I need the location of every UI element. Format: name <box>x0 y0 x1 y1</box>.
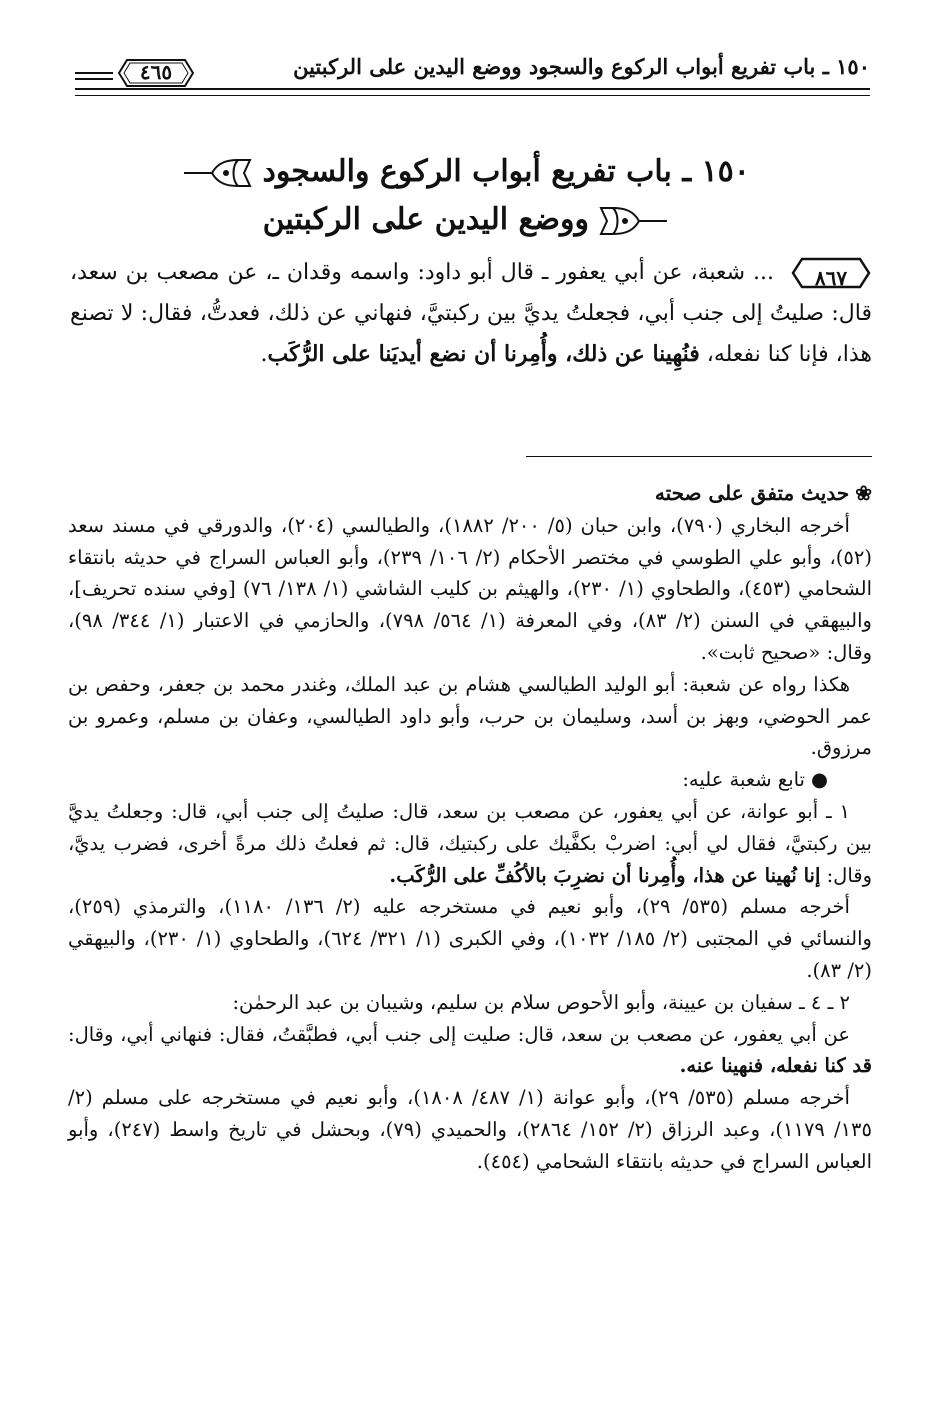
takhrij-notes <box>68 478 872 1178</box>
follow-2-plain: عن أبي يعفور، عن مصعب بن سعد، قال: صليت إلى جنب أبي، فطبَّقتُ، فقال: فنهاني أبي، وقال: <box>68 1022 850 1046</box>
follow-heading-text: تابع شعبة عليه: <box>682 768 805 792</box>
hadith-text-plain: ... شعبة، عن أبي يعفور ـ قال أبو داود: واسمه وقدان ـ، عن مصعب بن سعد، قال: صليتُ إلى جنب أبي، فجعلتُ يديَّ بين ركبتيَّ، فنهاني عن ذلك، فعدتُّ، فقال: لا تصنع هذا، فإنا كنا نفعله، <box>70 260 872 367</box>
takhrij-paragraph-3: أخرجه مسلم (٥٣٥/ ٢٩)، وأبو نعيم في مستخرجه عليه (٢/ ١٣٦/ ١١٨٠)، والترمذي (٢٥٩)، والنسائي في المجتبى (٢/ ١٨٥/ ١٠٣٢)، وفي الكبرى (١/ ٣٢١/ ٦٢٤)، والطحاوي (١/ ٢٣٠)، والبيهقي (٢/ ٨٣). <box>68 895 872 982</box>
hadith-number-badge <box>790 256 872 290</box>
follow-heading <box>68 764 872 796</box>
running-title: ١٥٠ ـ باب تفريع أبواب الركوع والسجود ووضع اليدين على الركبتين <box>293 54 870 79</box>
chapter-title-line2: ووضع اليدين على الركبتين <box>262 202 589 237</box>
running-header <box>75 52 870 96</box>
bullet-icon: ● <box>810 768 828 792</box>
header-dash-ornament <box>75 72 113 80</box>
chapter-heading <box>60 148 872 248</box>
hadith-text-end: . <box>260 342 268 367</box>
page-number-badge <box>117 58 195 88</box>
follow-1-bold: إنا نُهينا عن هذا، وأُمِرنا أن نضرِبَ بالأكُفِّ على الرُّكَب. <box>389 863 821 887</box>
follow-2: ٢ ـ ٤ ـ سفيان بن عيينة، وأبو الأحوص سلام بن سليم، وشيبان بن عبد الرحمٰن: <box>232 990 850 1014</box>
ruling-text: حديث متفق على صحته <box>654 481 850 505</box>
follow-2-text <box>68 1019 872 1083</box>
page-number: ٤٦٥ <box>139 60 173 84</box>
follow-1-plain: ١ ـ أبو عوانة، عن أبي يعفور، عن مصعب بن سعد، قال: صليتُ إلى جنب أبي، قال: وجعلتُ يديَّ بين ركبتيَّ، فقال لي أبي: اضربْ بكفَّيك على ركبتيك، قال: ثم فعلتُ ذلك مرةً أخرى، فضرب يديَّ، وقال: <box>68 799 872 887</box>
ruling-line <box>68 478 872 510</box>
takhrij-paragraph-1: أخرجه البخاري (٧٩٠)، وابن حبان (٥/ ٢٠٠/ ١٨٨٢)، والطيالسي (٢٠٤)، والدورقي في مسند سعد (٥٢)، وأبو علي الطوسي في مختصر الأحكام (٢/ ١٠٦/ ٢٣٩)، وأبو العباس السراج في حديثه بانتقاء الشحامي (٤٥٣)، والطحاوي (١/ ٢٣٠)، والهيثم بن كليب الشاشي (١/ ١٣٨/ ٧٦) [وفي سنده تحريف]، والبيهقي في السنن (٢/ ٨٣)، وفي المعرفة (١/ ٥٦٤/ ٧٩٨)، والحازمي في الاعتبار (١/ ٣٤٤/ ٩٨)، وقال: «صحيح ثابت». <box>68 513 873 664</box>
hadith-number: ٨٦٧ <box>814 266 848 290</box>
takhrij-paragraph-2: هكذا رواه عن شعبة: أبو الوليد الطيالسي هشام بن عبد الملك، وغندر محمد بن جعفر، وحفص بن عمر الحوضي، وبهز بن أسد، وسليمان بن حرب، وأبو داود الطيالسي، وعفان بن مسلم، وعمرو بن مرزوق. <box>68 672 872 760</box>
footnote-separator <box>526 456 872 457</box>
header-rule <box>75 88 870 96</box>
flower-icon: ❀ <box>855 481 872 505</box>
chapter-title-line1: ١٥٠ ـ باب تفريع أبواب الركوع والسجود <box>262 154 750 189</box>
ornament-left-icon <box>182 156 252 190</box>
ornament-right-icon <box>599 204 669 238</box>
hadith-text <box>70 252 872 375</box>
takhrij-paragraph-4: أخرجه مسلم (٥٣٥/ ٢٩)، وأبو عوانة (١/ ٤٨٧/ ١٨٠٨)، وأبو نعيم في مستخرجه على مسلم (٢/ ١٣٥/ ١١٧٩)، وعبد الرزاق (٢/ ١٥٢/ ٢٨٦٤)، والحميدي (٧٩)، وبحشل في تاريخ واسط (٢٤٧)، وأبو العباس السراج في حديثه بانتقاء الشحامي (٤٥٤). <box>68 1086 872 1173</box>
hadith-text-bold: فنُهِينا عن ذلك، وأُمِرنا أن نضع أيديَنا على الرُّكَب <box>267 341 700 367</box>
follow-1 <box>68 796 872 891</box>
follow-2-bold: قد كنا نفعله، فنهينا عنه. <box>679 1054 872 1078</box>
